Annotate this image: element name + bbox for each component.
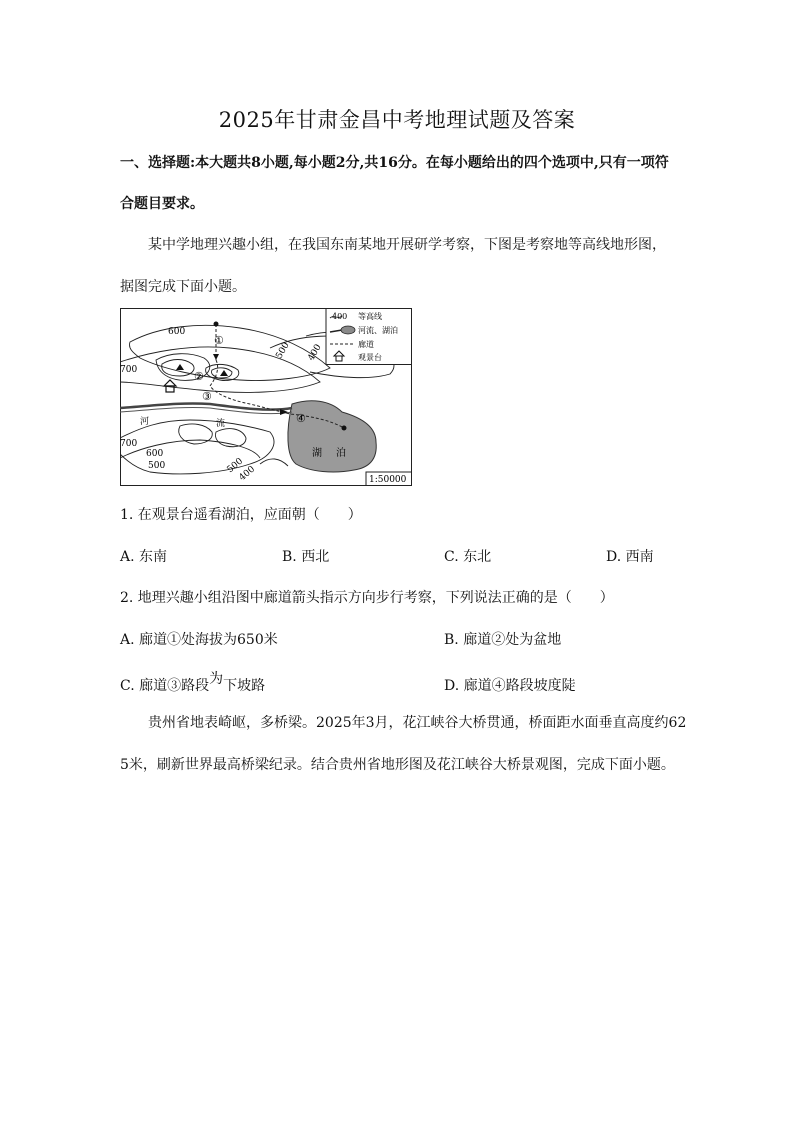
section-heading-line-1: 一、选择题:本大题共8小题,每小题2分,共16分。在每小题给出的四个选项中,只有一项符: [120, 155, 669, 171]
lake-char-1: 湖: [312, 448, 322, 459]
q1-option-c[interactable]: C. 东北: [444, 549, 492, 565]
contour-label-600-south: 600: [146, 449, 164, 459]
contour-label-500-east: 500: [274, 340, 292, 361]
passage-2-line-1: 贵州省地表崎岖，多桥梁。2025年3月，花江峡谷大桥贯通，桥面距水面垂直高度约62: [148, 715, 687, 731]
passage-2-line-2: 5米，刷新世界最高桥梁纪录。结合贵州省地形图及花江峡谷大桥景观图，完成下面小题。: [120, 757, 675, 773]
q2-option-c-part2: 下坡路: [223, 678, 266, 694]
svg-text:400: 400: [332, 312, 348, 321]
contour-label-400-se: 400: [237, 464, 258, 484]
question-1-stem: 1. 在观景台遥看湖泊，应面朝（ ）: [120, 507, 362, 523]
map-legend: [326, 309, 412, 365]
contour-label-700-south: 700: [120, 439, 138, 449]
contour-label-700-west: 700: [120, 365, 138, 375]
svg-text:观景台: 观景台: [358, 353, 382, 362]
svg-text:等高线: 等高线: [358, 312, 382, 321]
marker-2: ②: [194, 370, 204, 383]
contour-label-400-east: 400: [306, 342, 324, 363]
intro-line-2: 据图完成下面小题。: [120, 279, 246, 295]
contour-label-500-se: 500: [225, 456, 246, 476]
contour-label-600-north: 600: [168, 327, 186, 337]
page-title: 2025年甘肃金昌中考地理试题及答案: [218, 108, 576, 132]
svg-text:廊道: 廊道: [358, 340, 374, 349]
q2-option-a[interactable]: A. 廊道①处海拔为650米: [120, 632, 278, 648]
q1-option-a[interactable]: A. 东南: [120, 549, 168, 565]
q1-option-b[interactable]: B. 西北: [282, 549, 330, 565]
q1-option-d[interactable]: D. 西南: [606, 549, 654, 565]
river-char-2: 流: [216, 419, 226, 429]
q2-option-d[interactable]: D. 廊道④路段坡度陡: [444, 678, 576, 694]
marker-4: ④: [296, 412, 306, 425]
river-char-1: 河: [140, 417, 150, 427]
svg-text:河流、湖泊: 河流、湖泊: [358, 326, 398, 335]
marker-1: ①: [214, 334, 224, 347]
q2-option-c[interactable]: [120, 671, 266, 695]
q2-option-c-raised: 为: [209, 671, 224, 687]
section-heading-line-2: 合题目要求。: [120, 196, 204, 212]
q2-option-c-part1: C. 廊道③路段: [120, 678, 210, 694]
q2-option-b[interactable]: B. 廊道②处为盆地: [444, 632, 562, 648]
marker-3: ③: [202, 390, 212, 403]
lake-char-2: 泊: [336, 448, 346, 459]
intro-line-1: 某中学地理兴趣小组，在我国东南某地开展研学考察，下图是考察地等高线地形图，: [148, 237, 666, 253]
contour-map: [120, 308, 412, 486]
question-2-stem: 2. 地理兴趣小组沿图中廊道箭头指示方向步行考察，下列说法正确的是（ ）: [120, 590, 614, 606]
map-scale: 1:50000: [369, 475, 407, 485]
contour-label-500-south: 500: [148, 461, 166, 471]
